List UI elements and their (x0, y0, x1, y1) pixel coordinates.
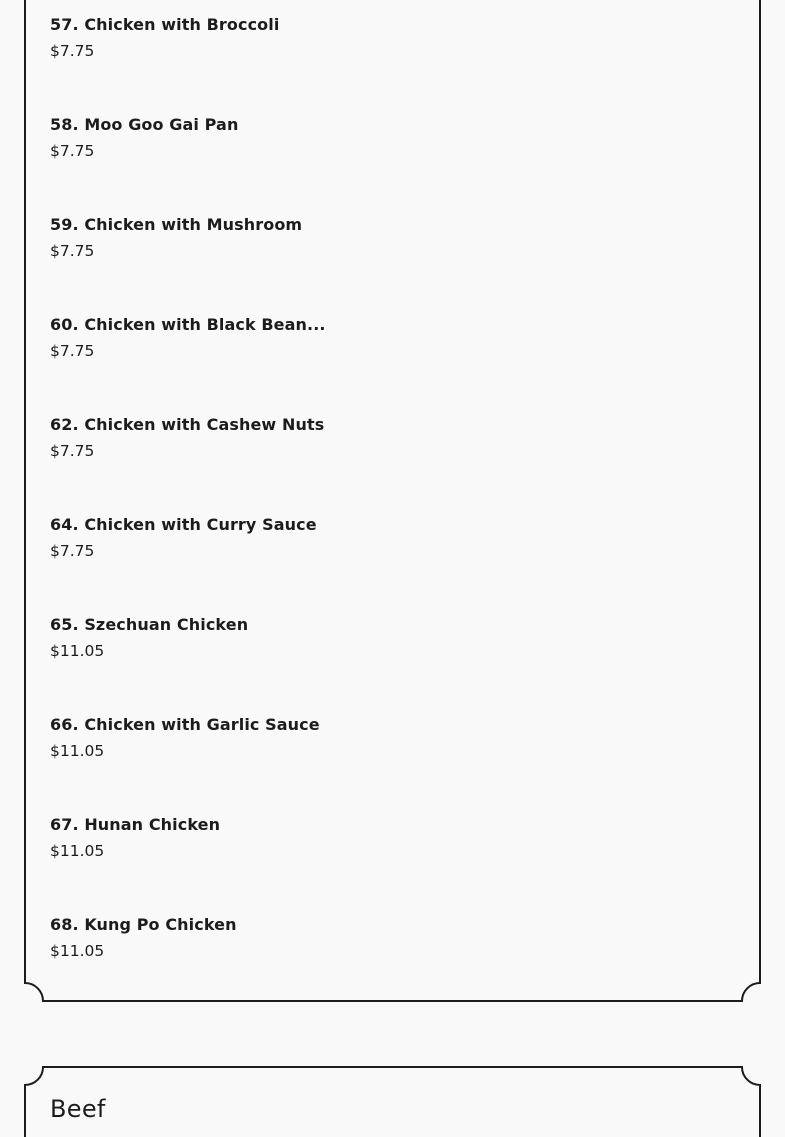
section-title: Beef (50, 1095, 106, 1123)
menu-item-name: 66. Chicken with Garlic Sauce (50, 715, 320, 734)
menu-item[interactable] (50, 15, 740, 75)
menu-item[interactable] (50, 215, 740, 275)
card-border (24, 1066, 761, 1137)
menu-item-name: 58. Moo Goo Gai Pan (50, 115, 239, 134)
menu-item-price: $11.05 (50, 642, 105, 660)
menu-item[interactable] (50, 915, 740, 975)
menu-item-name: 65. Szechuan Chicken (50, 615, 249, 634)
menu-item-price: $11.05 (50, 842, 105, 860)
menu-section-card (24, 0, 761, 1002)
menu-item-price: $7.75 (50, 542, 95, 560)
menu-item-name: 68. Kung Po Chicken (50, 915, 237, 934)
menu-item-price: $7.75 (50, 242, 95, 260)
menu-item[interactable] (50, 815, 740, 875)
menu-item[interactable] (50, 515, 740, 575)
menu-item[interactable] (50, 615, 740, 675)
menu-item-price: $7.75 (50, 342, 95, 360)
menu-item[interactable] (50, 115, 740, 175)
menu-item-price: $11.05 (50, 942, 105, 960)
menu-item-price: $7.75 (50, 442, 95, 460)
menu-item[interactable] (50, 715, 740, 775)
menu-item[interactable] (50, 315, 740, 375)
menu-item-name: 67. Hunan Chicken (50, 815, 221, 834)
menu-item-price: $7.75 (50, 142, 95, 160)
menu-item-name: 59. Chicken with Mushroom (50, 215, 303, 234)
menu-section-card (24, 1066, 761, 1137)
menu-item-price: $11.05 (50, 742, 105, 760)
menu-item[interactable] (50, 415, 740, 475)
menu-item-name: 64. Chicken with Curry Sauce (50, 515, 317, 534)
menu-item-name: 57. Chicken with Broccoli (50, 15, 280, 34)
menu-item-name: 62. Chicken with Cashew Nuts (50, 415, 325, 434)
menu-item-price: $7.75 (50, 42, 95, 60)
menu-item-name: 60. Chicken with Black Bean... (50, 315, 326, 334)
